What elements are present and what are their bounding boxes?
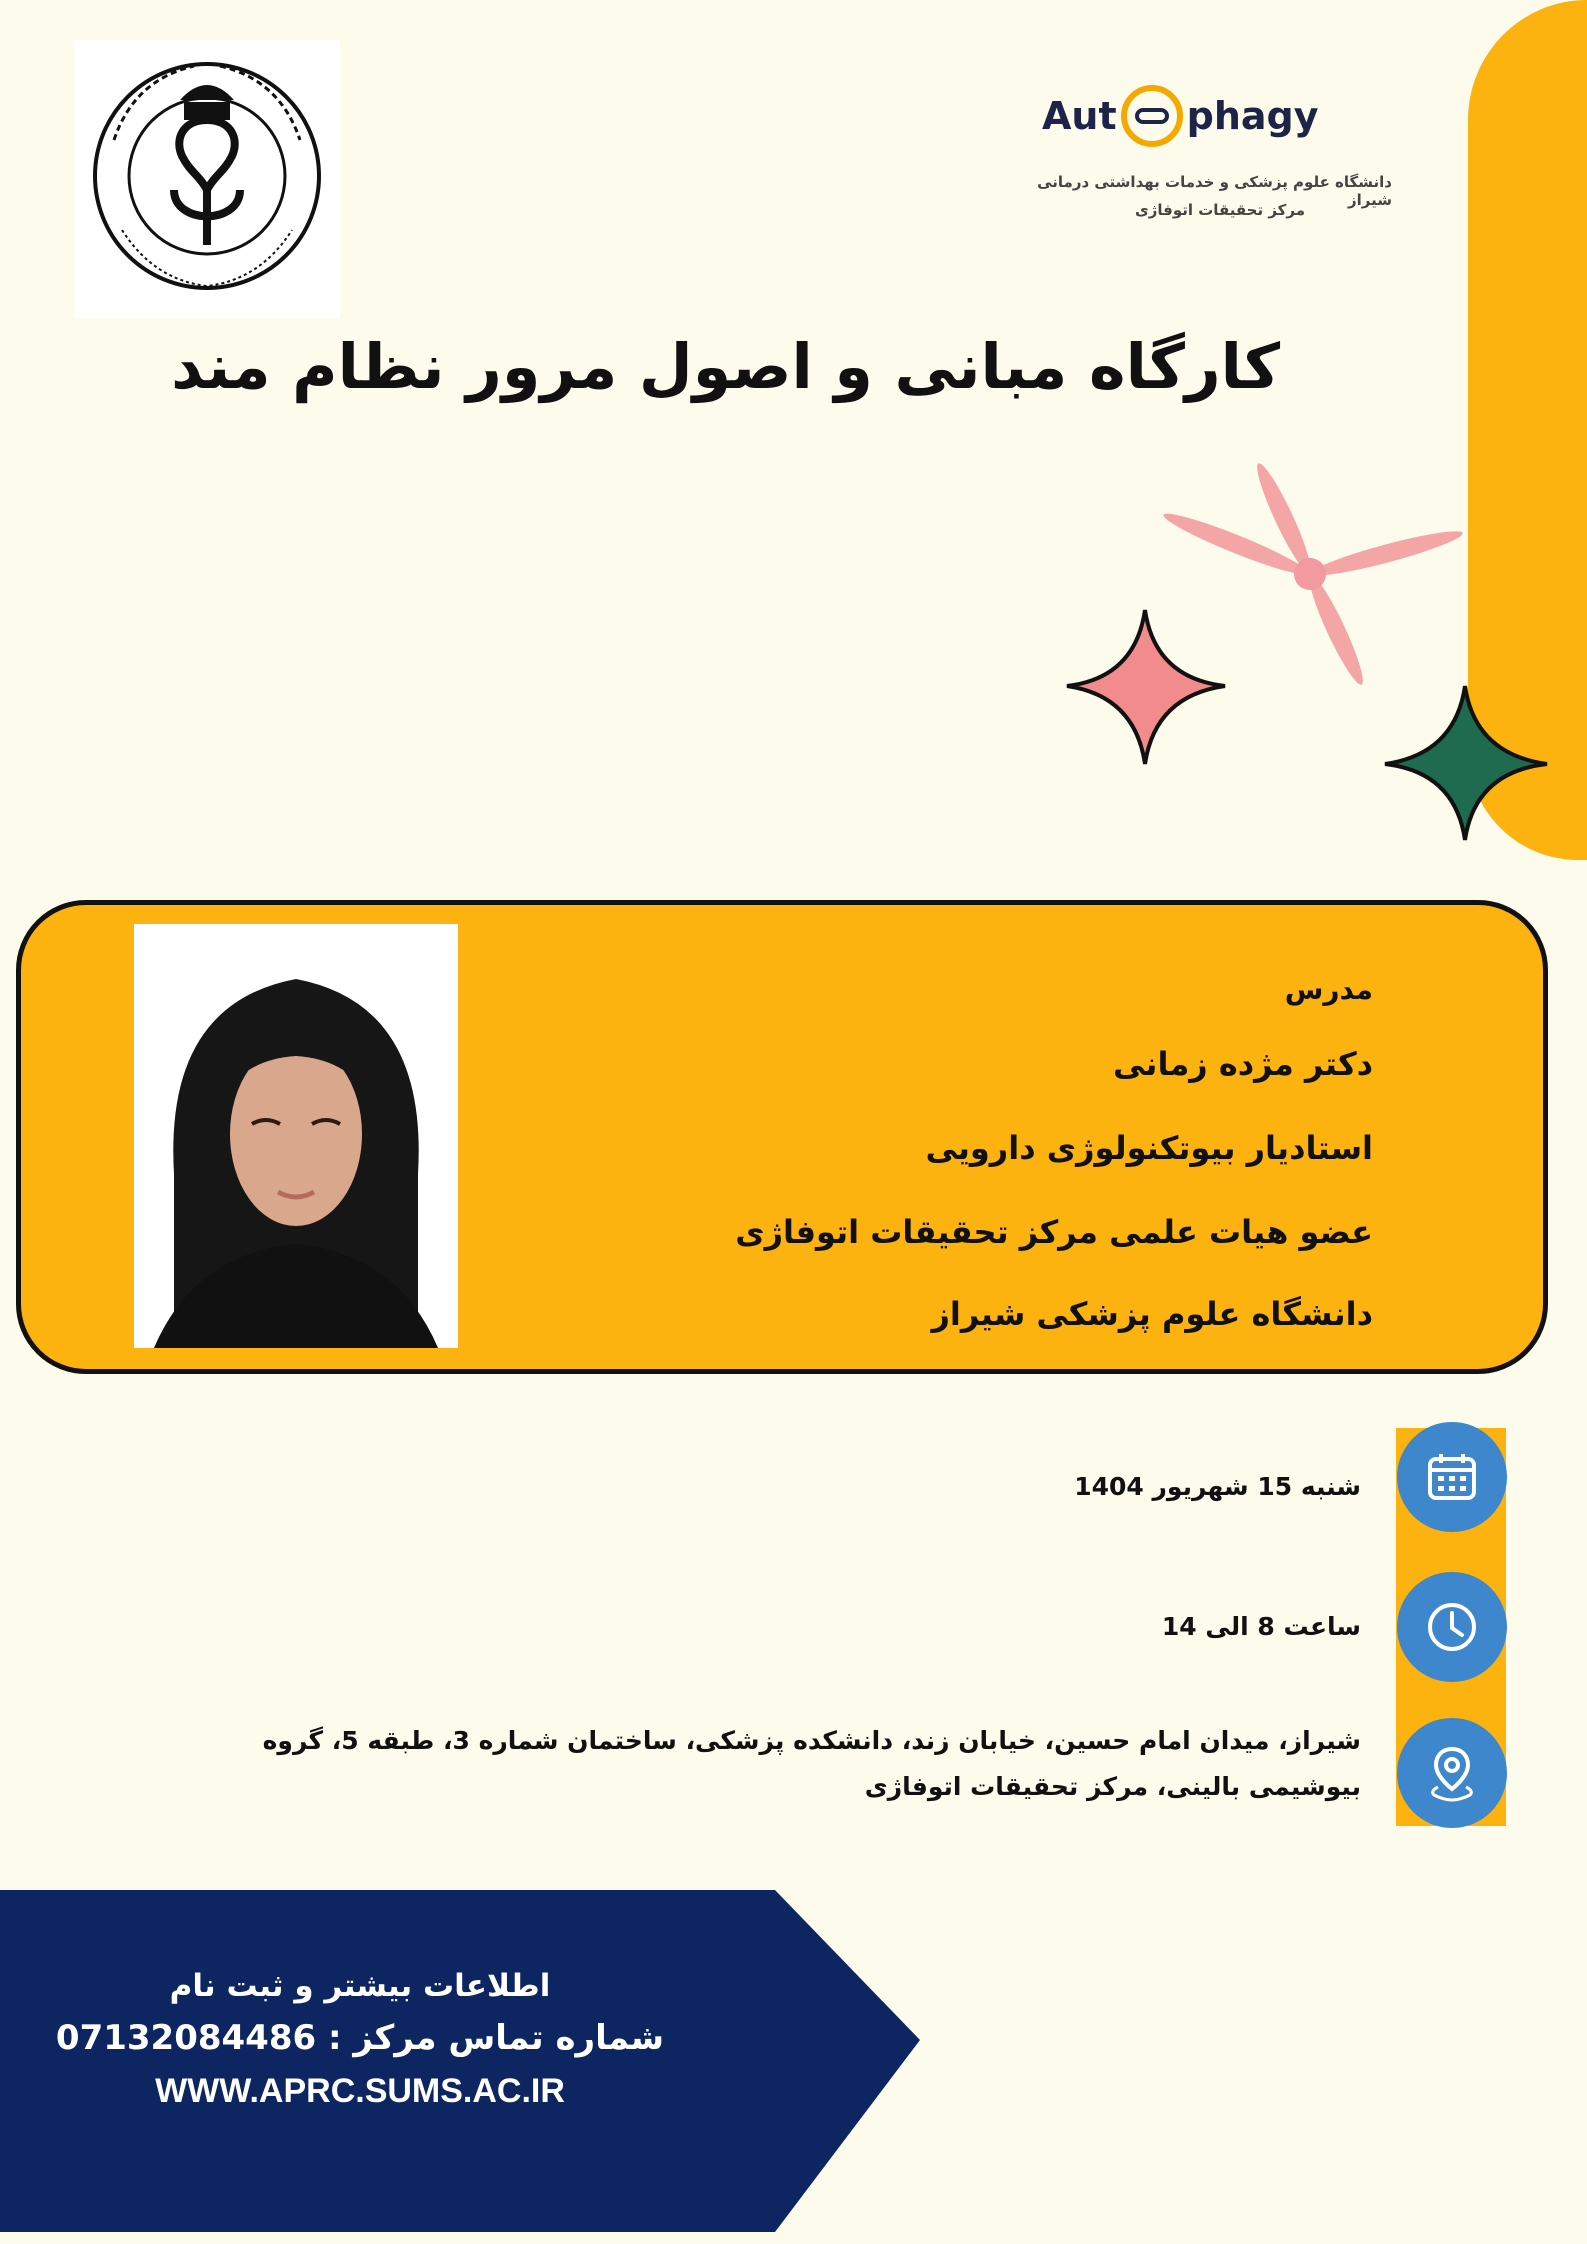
- wordmark-left: Aut: [1042, 94, 1117, 138]
- calendar-icon: [1425, 1450, 1479, 1504]
- autophagy-subtitle-center: مرکز تحقیقات اتوفاژی: [1135, 201, 1305, 219]
- event-time: ساعت 8 الی 14: [1161, 1612, 1361, 1641]
- instructor-name: دکتر مژده زمانی: [1113, 1045, 1373, 1083]
- calendar-icon-circle: [1397, 1422, 1507, 1532]
- shiraz-university-seal-icon: [74, 40, 340, 318]
- contact-phone[interactable]: شماره تماس مرکز : 07132084486: [55, 2018, 665, 2058]
- contact-heading: اطلاعات بیشتر و ثبت نام: [169, 1968, 551, 2004]
- instructor-membership: عضو هیات علمی مرکز تحقیقات اتوفاژی: [735, 1213, 1373, 1251]
- instructor-university: دانشگاه علوم پزشکی شیراز: [931, 1295, 1373, 1333]
- autophagy-ring-icon: [1121, 85, 1183, 147]
- decorative-stars: [1050, 450, 1570, 870]
- instructor-label: مدرس: [1284, 973, 1373, 1006]
- event-address-line2: بیوشیمی بالینی، مرکز تحقیقات اتوفاژی: [864, 1772, 1361, 1801]
- location-pin-icon: [1424, 1743, 1480, 1803]
- autophagy-logo: [1030, 55, 1400, 235]
- contact-website-link[interactable]: WWW.APRC.SUMS.AC.IR: [155, 2072, 565, 2110]
- pink-sparkle-icon: [1160, 460, 1465, 689]
- instructor-position: استادیار بیوتکنولوژی دارویی: [925, 1129, 1373, 1167]
- green-star-icon: [1385, 686, 1547, 840]
- contact-banner: [0, 1890, 925, 2232]
- instructor-photo: [134, 924, 458, 1348]
- wordmark-right: phagy: [1186, 94, 1319, 138]
- event-address-line1: شیراز، میدان امام حسین، خیابان زند، دانشکده پزشکی، ساختمان شماره 3، طبقه 5، گروه: [262, 1726, 1361, 1755]
- autophagy-wordmark: [1042, 85, 1319, 147]
- clock-icon: [1424, 1599, 1480, 1655]
- workshop-title: کارگاه مبانی و اصول مرور نظام مند: [171, 330, 1280, 403]
- clock-icon-circle: [1397, 1572, 1507, 1682]
- pink-star-icon: [1067, 610, 1225, 764]
- event-date: شنبه 15 شهریور 1404: [1074, 1472, 1361, 1501]
- autophagy-subtitle-university: دانشگاه علوم پزشکی و خدمات بهداشتی درمانی شیراز: [1037, 173, 1392, 209]
- university-logo: [74, 40, 340, 318]
- location-icon-circle: [1397, 1718, 1507, 1828]
